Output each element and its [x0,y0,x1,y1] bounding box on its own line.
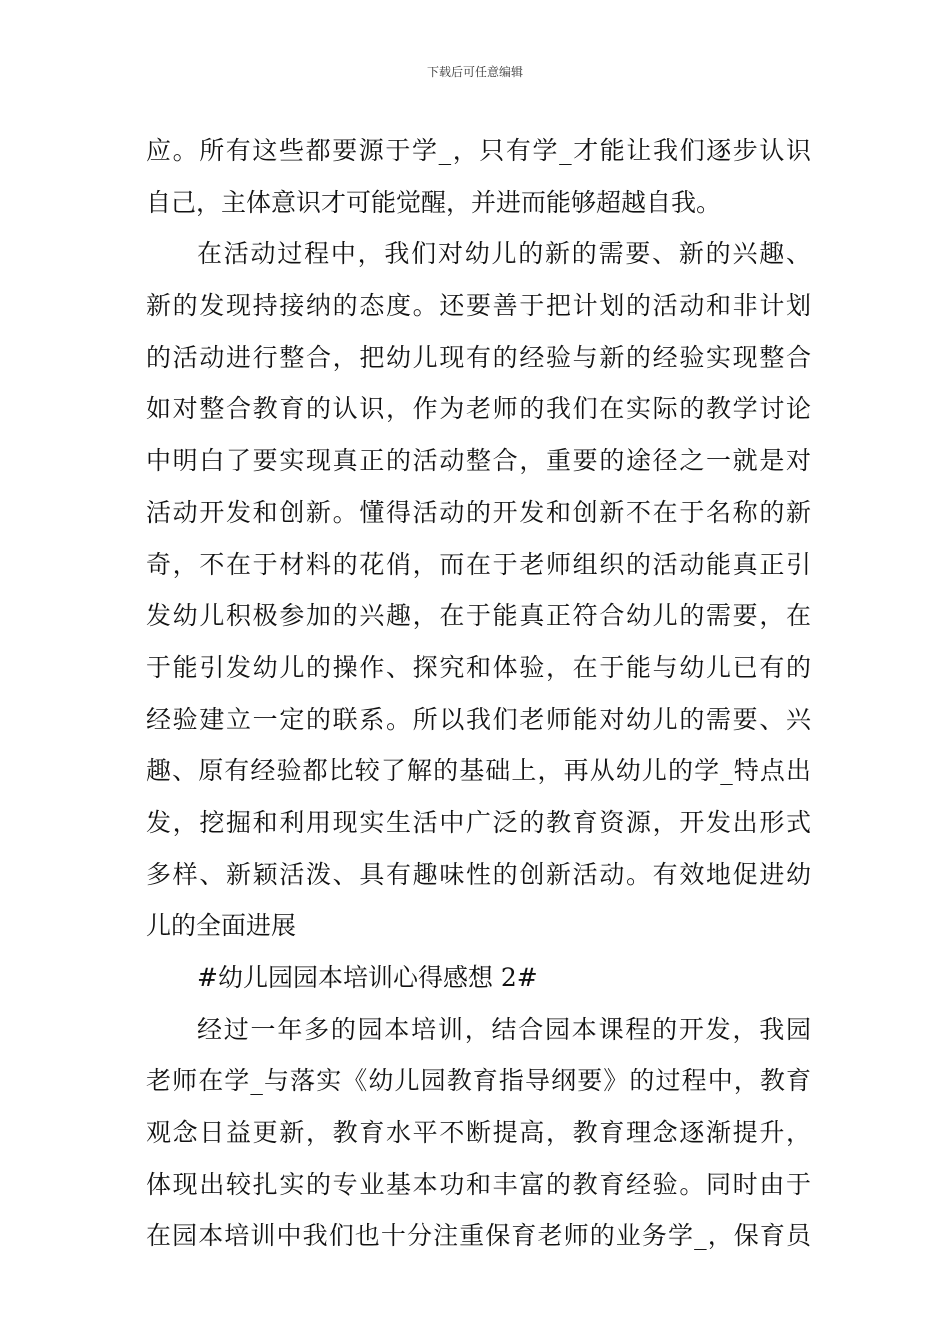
text-line: 中明白了要实现真正的活动整合，重要的途径之一就是对 [146,446,811,476]
text-line: 老师在学_与落实《幼儿园教育指导纲要》的过程中，教育 [146,1066,811,1096]
section-heading: #幼儿园园本培训心得感想 2# [197,963,538,992]
text-line: 在园本培训中我们也十分注重保育老师的业务学_，保育员 [146,1221,811,1251]
text-line: 活动开发和创新。懂得活动的开发和创新不在于名称的新 [146,497,811,527]
text-line: 体现出较扎实的专业基本功和丰富的教育经验。同时由于 [146,1169,811,1199]
text-line: 自己，主体意识才可能觉醒，并进而能够超越自我。 [146,187,722,217]
page-header: 下载后可任意编辑 [426,65,523,79]
text-line: 发，挖掘和利用现实生活中广泛的教育资源，开发出形式 [146,807,811,837]
text-line: 的活动进行整合，把幼儿现有的经验与新的经验实现整合 [146,342,811,372]
text-line: 多样、新颖活泼、具有趣味性的创新活动。有效地促进幼 [146,859,811,889]
text-line: 观念日益更新，教育水平不断提高，教育理念逐渐提升， [146,1118,811,1148]
text-line: 发幼儿积极参加的兴趣，在于能真正符合幼儿的需要，在 [146,601,811,631]
text-line: 经验建立一定的联系。所以我们老师能对幼儿的需要、兴 [146,704,811,734]
text-line: 如对整合教育的认识，作为老师的我们在实际的教学讨论 [146,394,811,424]
text-line: 应。所有这些都要源于学_，只有学_才能让我们逐步认识 [146,136,811,165]
text-line: 趣、原有经验都比较了解的基础上，再从幼儿的学_特点出 [146,756,811,786]
text-line: 奇，不在于材料的花俏，而在于老师组织的活动能真正引 [146,549,811,579]
document-body [146,125,811,1262]
text-line: 儿的全面进展 [146,911,297,941]
text-line: 于能引发幼儿的操作、探究和体验，在于能与幼儿已有的 [146,652,811,682]
text-line: 新的发现持接纳的态度。还要善于把计划的活动和非计划 [146,291,811,321]
text-line: 经过一年多的园本培训，结合园本课程的开发，我园 [197,1014,811,1044]
text-line: 在活动过程中，我们对幼儿的新的需要、新的兴趣、 [197,239,811,269]
